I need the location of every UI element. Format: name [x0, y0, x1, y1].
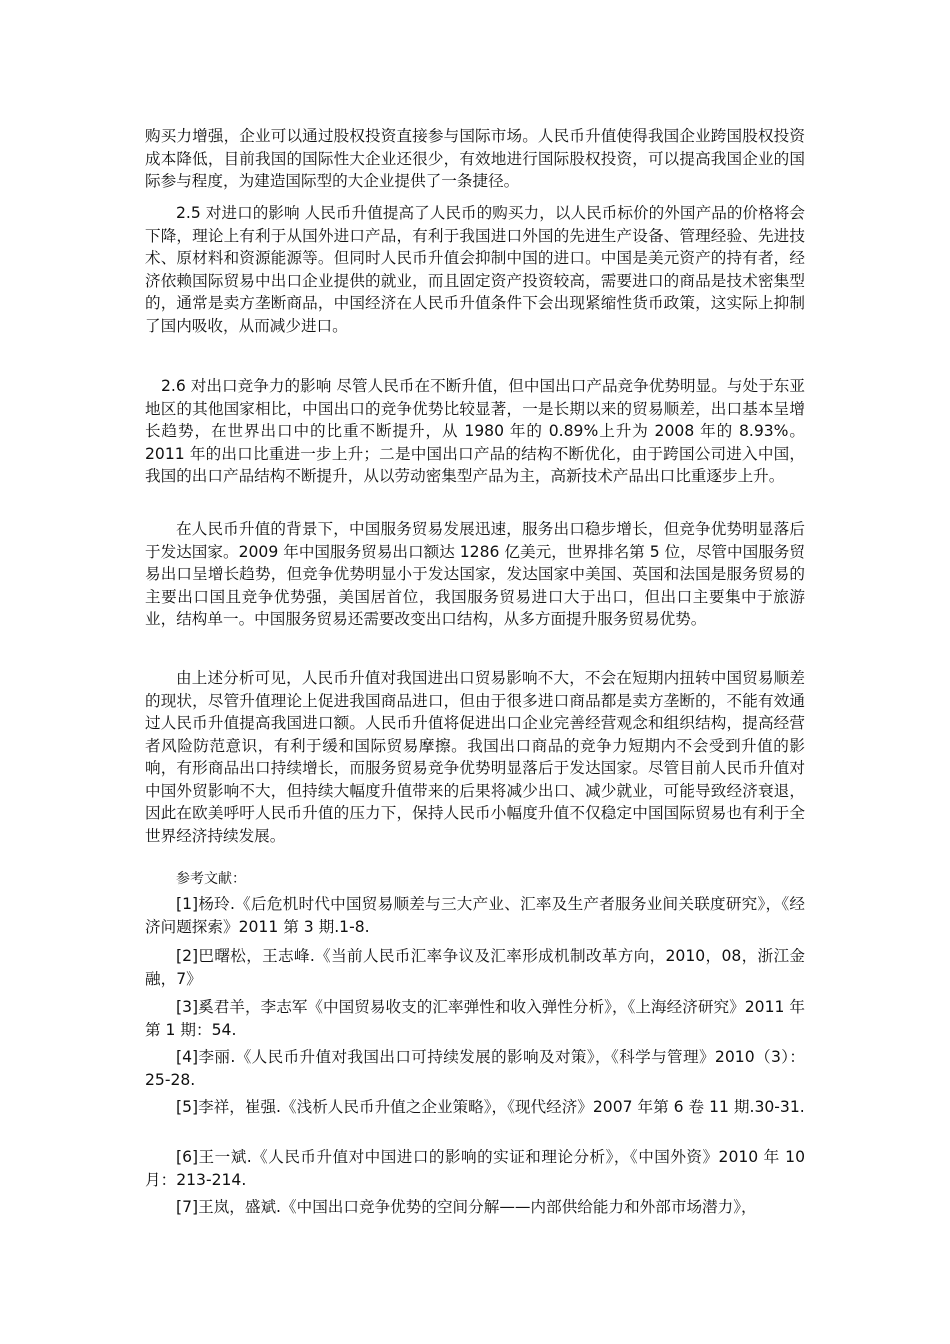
- paragraph-service-trade: 在人民币升值的背景下，中国服务贸易发展迅速，服务出口稳步增长，但竞争优势明显落后于发达国家。2009 年中国服务贸易出口额达 1286 亿美元，世界排名第 5 位，尽管中国服务贸易出口呈增长趋势，但竞争优势明显小于发达国家，发达国家中美国、英国和法国是服务贸易的主要出口国且竞争优势强，美国居首位，我国服务贸易进口大于出口，但出口主要集中于旅游业，结构单一。中国服务贸易还需要改变出口结构，从多方面提升服务贸易优势。: [145, 520, 805, 628]
- reference-item: [4]李丽.《人民币升值对我国出口可持续发展的影响及对策》，《科学与管理》2010（3）：25-28.: [145, 1048, 805, 1089]
- reference-item: [5]李祥，崔强.《浅析人民币升值之企业策略》，《现代经济》2007 年第 6 卷 11 期.30-31.: [176, 1098, 805, 1116]
- reference-item: [1]杨玲.《后危机时代中国贸易顺差与三大产业、汇率及生产者服务业间关联度研究》，《经济问题探索》2011 第 3 期.1-8.: [145, 895, 805, 936]
- paragraph-conclusion: 由上述分析可见，人民币升值对我国进出口贸易影响不大，不会在短期内扭转中国贸易顺差的现状，尽管升值理论上促进我国商品进口，但由于很多进口商品都是卖方垄断的，不能有效通过人民币升值提高我国进口额。人民币升值将促进出口企业完善经营观念和组织结构，提高经营者风险防范意识，有利于缓和国际贸易摩擦。我国出口商品的竞争力短期内不会受到升值的影响，有形商品出口持续增长，而服务贸易竞争优势明显落后于发达国家。尽管目前人民币升值对中国外贸影响不大，但持续大幅度升值带来的后果将减少出口、减少就业，可能导致经济衰退，因此在欧美呼吁人民币升值的压力下，保持人民币小幅度升值不仅稳定中国国际贸易也有利于全世界经济持续发展。: [145, 669, 805, 845]
- paragraph-equity-investment: 购买力增强，企业可以通过股权投资直接参与国际市场。人民币升值使得我国企业跨国股权投资成本降低，目前我国的国际性大企业还很少，有效地进行国际股权投资，可以提高我国企业的国际参与程度，为建造国际型的大企业提供了一条捷径。: [145, 127, 805, 190]
- paragraph-export-competitiveness: 2.6 对出口竞争力的影响 尽管人民币在不断升值，但中国出口产品竞争优势明显。与处于东亚地区的其他国家相比，中国出口的竞争优势比较显著，一是长期以来的贸易顺差，出口基本呈增长趋势，在世界出口中的比重不断提升，从 1980 年的 0.89%上升为 2008 年的 8.93%。2011 年的出口比重进一步上升；二是中国出口产品的结构不断优化，由于跨国公司进入中国，我国的出口产品结构不断提升，从以劳动密集型产品为主，高新技术产品出口比重逐步上升。: [145, 377, 805, 485]
- reference-item: [3]奚君羊，李志军《中国贸易收支的汇率弹性和收入弹性分析》，《上海经济研究》2011 年第 1 期：54.: [145, 998, 805, 1039]
- reference-item: [6]王一斌.《人民币升值对中国进口的影响的实证和理论分析》，《中国外资》2010 年 10 月：213-214.: [145, 1148, 805, 1189]
- paragraph-import-impact: 2.5 对进口的影响 人民币升值提高了人民币的购买力，以人民币标价的外国产品的价格将会下降，理论上有利于从国外进口产品，有利于我国进口外国的先进生产设备、管理经验、先进技术、原材料和资源能源等。但同时人民币升值会抑制中国的进口。中国是美元资产的持有者，经济依赖国际贸易中出口企业提供的就业，而且固定资产投资较高，需要进口的商品是技术密集型的，通常是卖方垄断商品，中国经济在人民币升值条件下会出现紧缩性货币政策，这实际上抑制了国内吸收，从而减少进口。: [145, 204, 805, 335]
- reference-item: [2]巴曙松，王志峰.《当前人民币汇率争议及汇率形成机制改革方向，2010，08，浙江金融，7》: [145, 947, 805, 988]
- references-heading: 参考文献：: [176, 871, 246, 887]
- reference-item: [7]王岚，盛斌.《中国出口竞争优势的空间分解——内部供给能力和外部市场潜力》，: [176, 1198, 757, 1216]
